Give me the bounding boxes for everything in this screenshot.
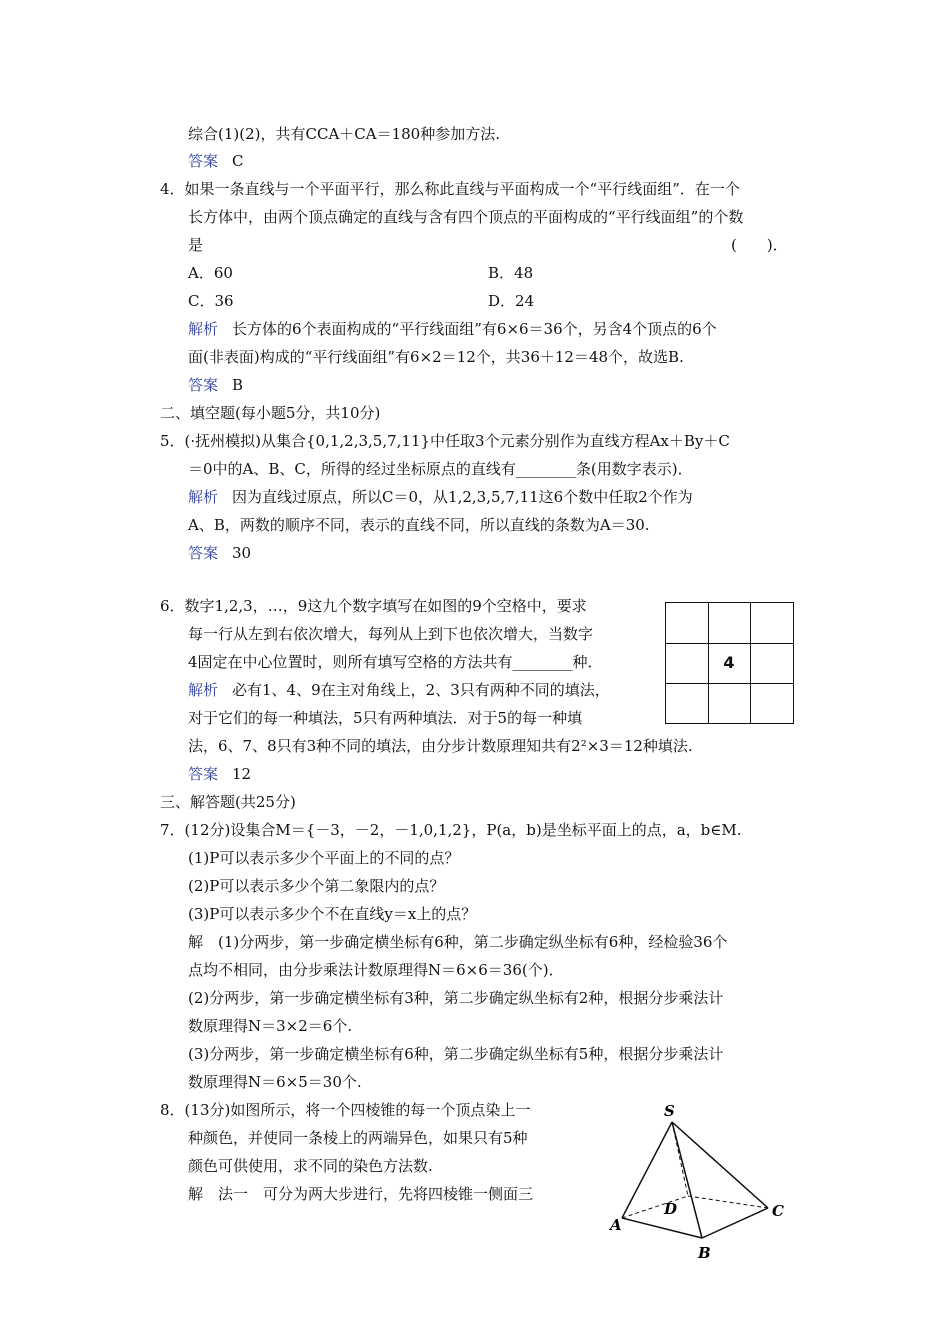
q6-analysis-3: 法，6、7、8只有3种不同的填法，由分步计数原理知共有2²×3＝12种填法. (188, 737, 693, 755)
q4-analysis-1 (188, 318, 717, 340)
q4-line-3: 是 (188, 236, 204, 254)
answer-value: 12 (232, 765, 252, 783)
q4-option-a: A．60 (188, 264, 233, 282)
answer-value: 30 (232, 544, 252, 562)
q4-answer (188, 374, 243, 396)
q7-solution-3a: (3)分两步，第一步确定横坐标有6种，第二步确定纵坐标有5种，根据分步乘法计 (188, 1045, 724, 1063)
grid-line (666, 683, 793, 684)
three-by-three-grid (665, 602, 794, 724)
grid-line (750, 603, 751, 723)
q7-sub-1: (1)P可以表示多少个平面上的不同的点？ (188, 849, 460, 867)
q7-solution-2a: (2)分两步，第一步确定横坐标有3种，第二步确定纵坐标有2种，根据分步乘法计 (188, 989, 724, 1007)
q4-option-d: D．24 (488, 292, 535, 310)
q7-line-1: 7．(12分)设集合M＝{－3，－2，－1,0,1,2}，P(a，b)是坐标平面上的点，a，b∈M. (160, 821, 742, 839)
q8-line-1: 8．(13分)如图所示，将一个四棱锥的每一个顶点染上一 (160, 1101, 531, 1119)
q6-line-3: 4固定在中心位置时，则所有填写空格的方法共有________种． (188, 653, 603, 671)
q4-line-2: 长方体中，由两个顶点确定的直线与含有四个顶点的平面构成的“平行线面组”的个数 (188, 208, 744, 226)
q7-sub-3: (3)P可以表示多少个不在直线y＝x上的点？ (188, 905, 477, 923)
edge-bc (702, 1208, 768, 1238)
answer-label: 答案 (188, 376, 219, 394)
q7-sub-2: (2)P可以表示多少个第二象限内的点？ (188, 877, 445, 895)
answer-value: B (232, 376, 244, 394)
q7-solution-1a: 解 (1)分两步，第一步确定横坐标有6种，第二步确定纵坐标有6种，经检验36个 (188, 933, 728, 951)
q5-analysis-text-1: 因为直线过原点，所以C＝0，从1,2,3,5,7,11这6个数中任取2个作为 (232, 488, 693, 506)
q4-line-1: 4．如果一条直线与一个平面平行，那么称此直线与平面构成一个“平行线面组”．在一个 (160, 180, 740, 198)
q5-line-2: ＝0中的A、B、C，所得的经过坐标原点的直线有________条(用数字表示)． (188, 460, 693, 478)
q4-option-c: C．36 (188, 292, 234, 310)
vertex-label-a: A (610, 1216, 622, 1234)
section-3-heading: 三、解答题(共25分) (160, 793, 296, 811)
answer-label: 答案 (188, 544, 219, 562)
answer-label: 答案 (188, 152, 219, 170)
top-answer (188, 150, 244, 172)
edge-sc (672, 1122, 768, 1208)
edge-sb (672, 1122, 702, 1238)
edge-ab (622, 1218, 702, 1238)
q4-analysis-text-1: 长方体的6个表面构成的“平行线面组”有6×6＝36个，另含4个顶点的6个 (232, 320, 717, 338)
q6-answer (188, 763, 251, 785)
q4-bracket: ( )． (731, 236, 788, 254)
section-2-heading: 二、填空题(每小题5分，共10分) (160, 404, 381, 422)
answer-label: 答案 (188, 765, 219, 783)
q4-option-b: B．48 (488, 264, 534, 282)
analysis-label: 解析 (188, 488, 219, 506)
vertex-label-b: B (698, 1244, 711, 1262)
q6-analysis-2: 对于它们的每一种填法，5只有两种填法．对于5的每一种填 (188, 709, 583, 727)
grid-center-number: 4 (723, 653, 735, 672)
q7-solution-1b: 点均不相同，由分步乘法计数原理得N＝6×6＝36(个)． (188, 961, 564, 979)
q8-line-4: 解 法一 可分为两大步进行，先将四棱锥一侧面三 (188, 1185, 534, 1203)
analysis-label: 解析 (188, 681, 219, 699)
q8-line-3: 颜色可供使用，求不同的染色方法数. (188, 1157, 433, 1175)
q7-solution-3b: 数原理得N＝6×5＝30个. (188, 1073, 362, 1091)
vertex-label-d: D (664, 1200, 678, 1218)
vertex-label-c: C (772, 1202, 784, 1220)
q5-analysis-1 (188, 486, 693, 508)
top-line-1: 综合(1)(2)，共有CCA＋CA＝180种参加方法. (188, 125, 500, 143)
q5-answer (188, 542, 251, 564)
q6-line-2: 每一行从左到右依次增大，每列从上到下也依次增大，当数字 (188, 625, 594, 643)
q6-analysis-text-1: 必有1、4、9在主对角线上，2、3只有两种不同的填法， (232, 681, 610, 699)
pyramid-figure (600, 1100, 800, 1270)
q6-analysis-1 (188, 679, 610, 701)
q5-line-1: 5．(·抚州模拟)从集合{0,1,2,3,5,7,11}中任取3个元素分别作为直线方程Ax＋By＋C (160, 432, 730, 450)
q6-line-1: 6．数字1,2,3，…，9这九个数字填写在如图的9个空格中，要求 (160, 597, 587, 615)
answer-value: C (232, 152, 244, 170)
analysis-label: 解析 (188, 320, 219, 338)
q5-analysis-2: A、B，两数的顺序不同，表示的直线不同，所以直线的条数为A＝30. (188, 516, 650, 534)
vertex-label-s: S (664, 1102, 675, 1120)
q4-analysis-2: 面(非表面)构成的“平行线面组”有6×2＝12个，共36＋12＝48个，故选B. (188, 348, 684, 366)
q8-line-2: 种颜色，并使同一条棱上的两端异色，如果只有5种 (188, 1129, 528, 1147)
q7-solution-2b: 数原理得N＝3×2＝6个. (188, 1017, 353, 1035)
